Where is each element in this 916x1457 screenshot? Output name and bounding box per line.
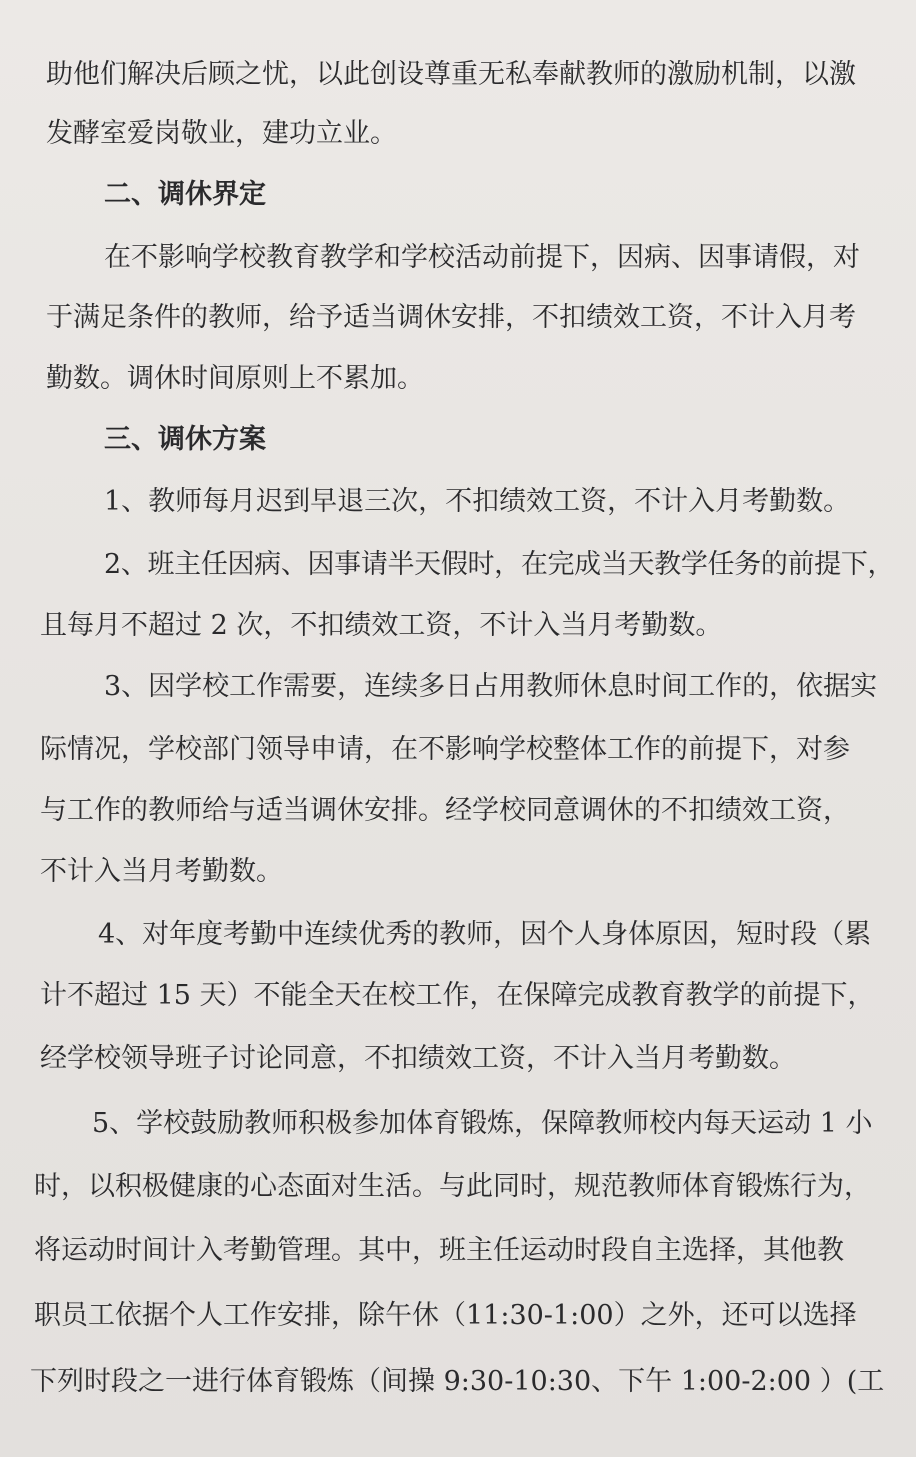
text-line: 不计入当月考勤数。: [40, 856, 283, 887]
list-item: 5、学校鼓励教师积极参加体育锻炼，保障教师校内每天运动 1 小: [92, 1108, 873, 1139]
list-item: 4、对年度考勤中连续优秀的教师，因个人身体原因，短时段（累: [98, 919, 872, 950]
text-line: 下列时段之一进行体育锻炼（间操 9:30-10:30、下午 1:00-2:00 ）(工: [30, 1366, 885, 1397]
text-line: 职员工依据个人工作安排，除午休（11:30-1:00）之外，还可以选择: [34, 1300, 857, 1331]
section-heading: 二、调休界定: [104, 179, 266, 210]
text-line: 在不影响学校教育教学和学校活动前提下，因病、因事请假，对: [104, 242, 860, 273]
text-line: 助他们解决后顾之忧，以此创设尊重无私奉献教师的激励机制，以激: [46, 59, 856, 90]
list-item: 3、因学校工作需要，连续多日占用教师休息时间工作的，依据实: [104, 671, 878, 702]
text-line: 际情况，学校部门领导申请，在不影响学校整体工作的前提下，对参: [40, 734, 850, 765]
text-line: 于满足条件的教师，给予适当调休安排，不扣绩效工资，不计入月考: [46, 302, 856, 333]
section-heading: 三、调休方案: [104, 424, 266, 455]
list-item: 1、教师每月迟到早退三次，不扣绩效工资，不计入月考勤数。: [104, 486, 851, 517]
text-line: 时，以积极健康的心态面对生活。与此同时，规范教师体育锻炼行为，: [34, 1171, 871, 1202]
text-line: 且每月不超过 2 次，不扣绩效工资，不计入当月考勤数。: [40, 610, 723, 641]
list-item: 2、班主任因病、因事请半天假时，在完成当天教学任务的前提下，: [104, 549, 895, 580]
text-line: 计不超过 15 天）不能全天在校工作，在保障完成教育教学的前提下，: [40, 980, 875, 1011]
text-line: 勤数。调休时间原则上不累加。: [46, 363, 424, 394]
text-line: 将运动时间计入考勤管理。其中，班主任运动时段自主选择，其他教: [34, 1235, 844, 1266]
text-line: 与工作的教师给与适当调休安排。经学校同意调休的不扣绩效工资，: [40, 795, 850, 826]
text-line: 经学校领导班子讨论同意，不扣绩效工资，不计入当月考勤数。: [40, 1043, 796, 1074]
text-line: 发酵室爱岗敬业，建功立业。: [46, 118, 397, 149]
